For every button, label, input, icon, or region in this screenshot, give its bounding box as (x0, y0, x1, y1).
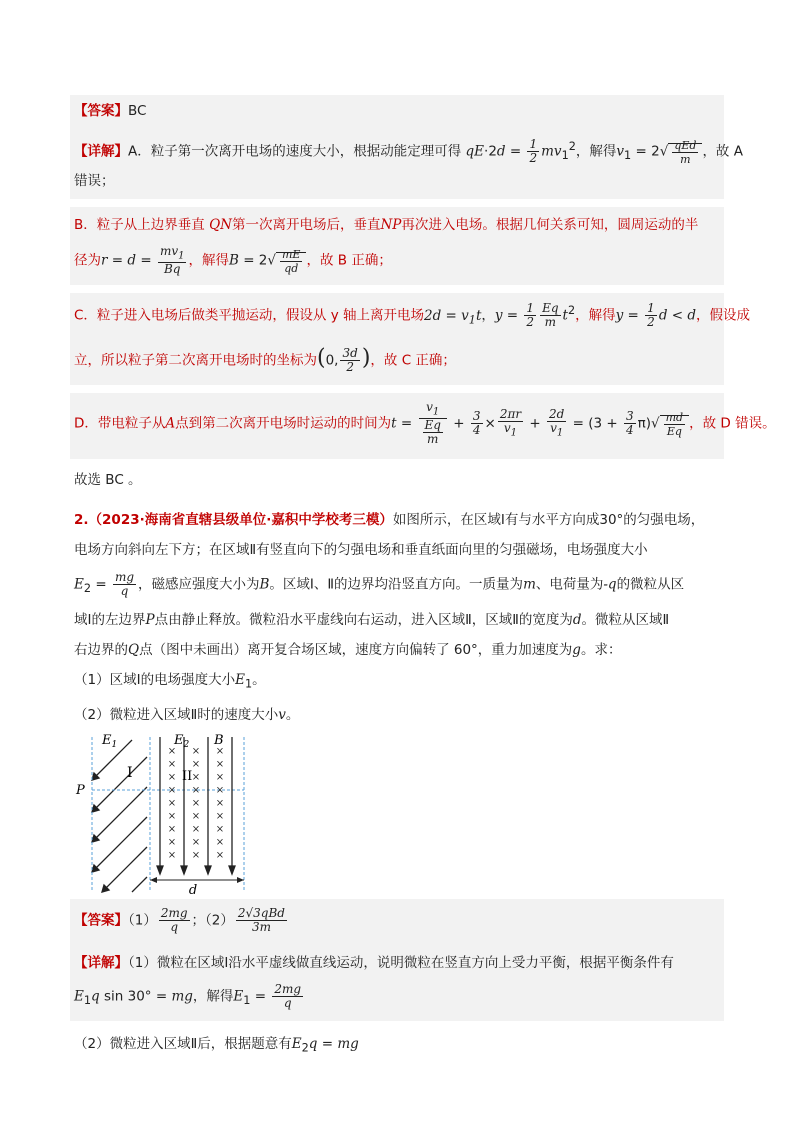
answer-value: BC (128, 103, 147, 119)
q2-stem-line (70, 607, 724, 637)
q1-answer-block: 【答案】BC 【详解】A．粒子第一次离开电场的速度大小，根据动能定理可得 qE·2d = $\frac{1}{2}$ $mv_1^2$，解得$v_1 = 2√$ $\frac{\text{qEd}}{m}$ ，故 A 错误； (70, 95, 724, 199)
point-p-label: P (76, 782, 85, 798)
option-a-text: 错误； (74, 173, 115, 189)
b-field-crosses (168, 746, 224, 861)
stem-text: ，磁感应强度大小为 (138, 576, 260, 593)
b-field-cross: × (215, 836, 225, 848)
e1-label: $E_1$ (102, 732, 118, 750)
b-field-cross: × (215, 771, 225, 783)
option-a-text: A．粒子第一次离开电场的速度大小，根据动能定理可得 (128, 143, 462, 160)
b-field-cross: × (167, 784, 177, 796)
stem-text: 电场方向斜向左下方；在区域Ⅱ有竖直向下的匀强电场和垂直纸面向里的匀强磁场，电场强度大小 (74, 542, 648, 558)
b-field-cross: × (167, 810, 177, 822)
b-label: B (214, 732, 224, 748)
b-field-cross: × (215, 823, 225, 835)
answer-tag: 【答案】 (74, 912, 128, 929)
question-source: （2023·海南省直辖县级单位·嘉积中学校考三模） (88, 512, 393, 528)
stem-text: 点由静止释放。微粒沿水平虚线向右运动，进入区域Ⅱ，区域Ⅱ的宽度为 (154, 612, 573, 628)
option-b-text: ，故 B 正确； (306, 252, 392, 269)
b-field-cross: × (191, 849, 201, 861)
b-field-cross: × (215, 758, 225, 770)
option-c-text: ，假设成 (696, 307, 751, 324)
b-field-cross: × (167, 849, 177, 861)
sub-question: （1）区域Ⅰ的电场强度大小 (74, 672, 236, 688)
answer-part: ；（2） (191, 912, 234, 929)
field-diagram-svg (72, 732, 272, 897)
sub-question: 。 (252, 672, 266, 688)
b-field-cross: × (191, 797, 201, 809)
option-d-text: ，故 D 错误。 (689, 415, 776, 432)
q2-stem-line (70, 537, 724, 567)
point-a: A (165, 415, 176, 432)
region-i-label: I (127, 764, 133, 781)
option-b-text: 径为 (74, 252, 101, 269)
option-b-block: B．粒子从上边界垂直 QN第一次离开电场后，垂直NP再次进入电场。根据几何关系可知，圆周运动的半 径为r = d = $\frac{mv_1}{Bq}$ ，解得B = 2√ $\frac{mE}{qd}$ ，故 B 正确； (70, 207, 724, 285)
b-field-cross: × (191, 836, 201, 848)
b-field-cross: × (215, 797, 225, 809)
b-field-cross: × (167, 823, 177, 835)
stem-text: 点（图中未画出）离开复合场区域，速度方向偏转了 60°，重力加速度为 (139, 642, 573, 658)
option-c-text: C．粒子进入电场后做类平抛运动，假设从 y 轴上离开电场 (74, 307, 424, 324)
d-label: d (188, 882, 198, 897)
b-field-cross: × (167, 745, 177, 757)
stem-var: B (259, 576, 270, 593)
b-field-cross: × (167, 758, 177, 770)
stem-var: d (572, 612, 582, 628)
region-ii-label: II (182, 768, 193, 784)
stem-text: 的微粒从区 (616, 576, 685, 593)
detail-text: （2）微粒进入区域Ⅱ后，根据题意有 (74, 1035, 292, 1052)
option-d-text: D．带电粒子从 (74, 415, 166, 432)
b-field-cross: × (191, 823, 201, 835)
stem-var: g (572, 642, 581, 658)
q2-sub1: （1）区域Ⅰ的电场强度大小$E_1$。 (74, 672, 266, 691)
stem-text: 。区域Ⅰ、Ⅱ的边界均沿竖直方向。一质量为 (269, 576, 524, 593)
stem-text: 。求： (580, 642, 622, 658)
stem-text: 域Ⅰ的左边界 (74, 612, 146, 628)
b-field-cross: × (167, 797, 177, 809)
sub-question: 。 (285, 706, 300, 723)
detail-text: （1）微粒在区域Ⅰ沿水平虚线做直线运动，说明微粒在竖直方向上受力平衡，根据平衡条件有 (128, 954, 674, 971)
field-diagram (72, 732, 272, 897)
stem-text: 如图所示，在区域Ⅰ有与水平方向成30°的匀强电场， (392, 512, 705, 528)
boundary-qn: QN (209, 217, 232, 233)
option-a-text: ，解得 (575, 143, 617, 160)
b-field-cross: × (191, 771, 201, 783)
option-c-text: ，解得 (575, 307, 616, 324)
b-field-cross: × (215, 849, 225, 861)
q2-stem (70, 503, 724, 537)
option-b-text: ，解得 (188, 252, 229, 269)
e2-label: $E_2$ (174, 732, 190, 750)
b-field-cross: × (215, 745, 225, 757)
detail-tag: 【详解】 (74, 143, 128, 160)
b-field-cross: × (215, 784, 225, 796)
q2-detail-part2: （2）微粒进入区域Ⅱ后，根据题意有$E_2q$ = mg (74, 1035, 359, 1055)
option-b-text: 再次进入电场。根据几何关系可知，圆周运动的半 (401, 217, 699, 233)
page-content (70, 95, 776, 1065)
b-field-cross: × (191, 784, 201, 796)
option-c-text: 立，所以粒子第二次离开电场时的坐标为 (74, 352, 317, 369)
b-field-cross: × (215, 810, 225, 822)
answer-tag: 【答案】 (74, 103, 128, 119)
option-c-block: C．粒子进入电场后做类平抛运动，假设从 y 轴上离开电场$2d = v_1t$，y = $\frac{1}{2}$ $\frac{Eq}{m}$ $t^2$，解得y = $\frac{1}{2}$ d < d，假设成 立，所以粒子第二次离开电场时的坐标为(0, $\frac{3d}{2}$ )，故 C 正确； (70, 293, 724, 385)
stem-text: 、电荷量为 (535, 576, 604, 593)
b-field-cross: × (167, 836, 177, 848)
answer-part: （1） (128, 912, 157, 929)
stem-text: 右边界的 (74, 642, 128, 658)
detail-tag: 【详解】 (74, 954, 128, 971)
q2-sub2: （2）微粒进入区域Ⅱ时的速度大小v。 (74, 706, 300, 723)
detail-text: ，解得 (192, 988, 234, 1005)
stem-text: 。微粒从区域Ⅱ (581, 612, 670, 628)
option-b-text: B．粒子从上边界垂直 (74, 217, 205, 233)
option-c-text: ，故 C 正确； (370, 352, 456, 369)
sub-question: （2）微粒进入区域Ⅱ时的速度大小 (74, 706, 279, 723)
stem-var: Q (128, 642, 140, 658)
q2-stem-line: $E_2$ = $\frac{mg}{q}$ ，磁感应强度大小为B。区域Ⅰ、Ⅱ的边界均沿竖直方向。一质量为m、电荷量为-q的微粒从区 (74, 570, 685, 598)
b-field-cross: × (191, 758, 201, 770)
stem-var: P (145, 612, 155, 628)
q1-conclusion: 故选 BC 。 (74, 472, 142, 488)
option-a-text: ，故 A (702, 143, 743, 160)
stem-var: -q (603, 576, 617, 593)
b-field-cross: × (191, 810, 201, 822)
q2-answer-block: 【答案】（1） $\frac{2mg}{q}$ ；（2） $\frac{\text{2√3qBd}}{3m}$ 【详解】（1）微粒在区域Ⅰ沿水平虚线做直线运动，说明微粒在竖直方向上受力平衡，根据平衡条件有 $E_1q$ sin 30° = mg，解得$E_1$ = $\frac{2mg}{q}$ (70, 899, 724, 1021)
option-d-text: 点到第二次离开电场时运动的时间为 (175, 415, 392, 432)
b-field-cross: × (191, 745, 201, 757)
option-d-block: D．带电粒子从A点到第二次离开电场时运动的时间为t = $v_1$ Eq m + $\frac{3}{4}$ × $\frac{2\pi r}{v_1}$ + $\frac{2d}{v_1}$ = (3 + $\frac{3}{4}$ π)√ $\frac{md}{Eq}$ ，故 D 错误。 (70, 393, 724, 459)
q2-stem-line (70, 637, 724, 667)
boundary-np: NP (380, 217, 402, 233)
question-number: 2. (74, 512, 89, 528)
stem-var: m (523, 576, 536, 593)
e1-field-lines (92, 740, 147, 892)
option-b-text: 第一次离开电场后，垂直 (231, 217, 381, 233)
b-field-cross: × (167, 771, 177, 783)
